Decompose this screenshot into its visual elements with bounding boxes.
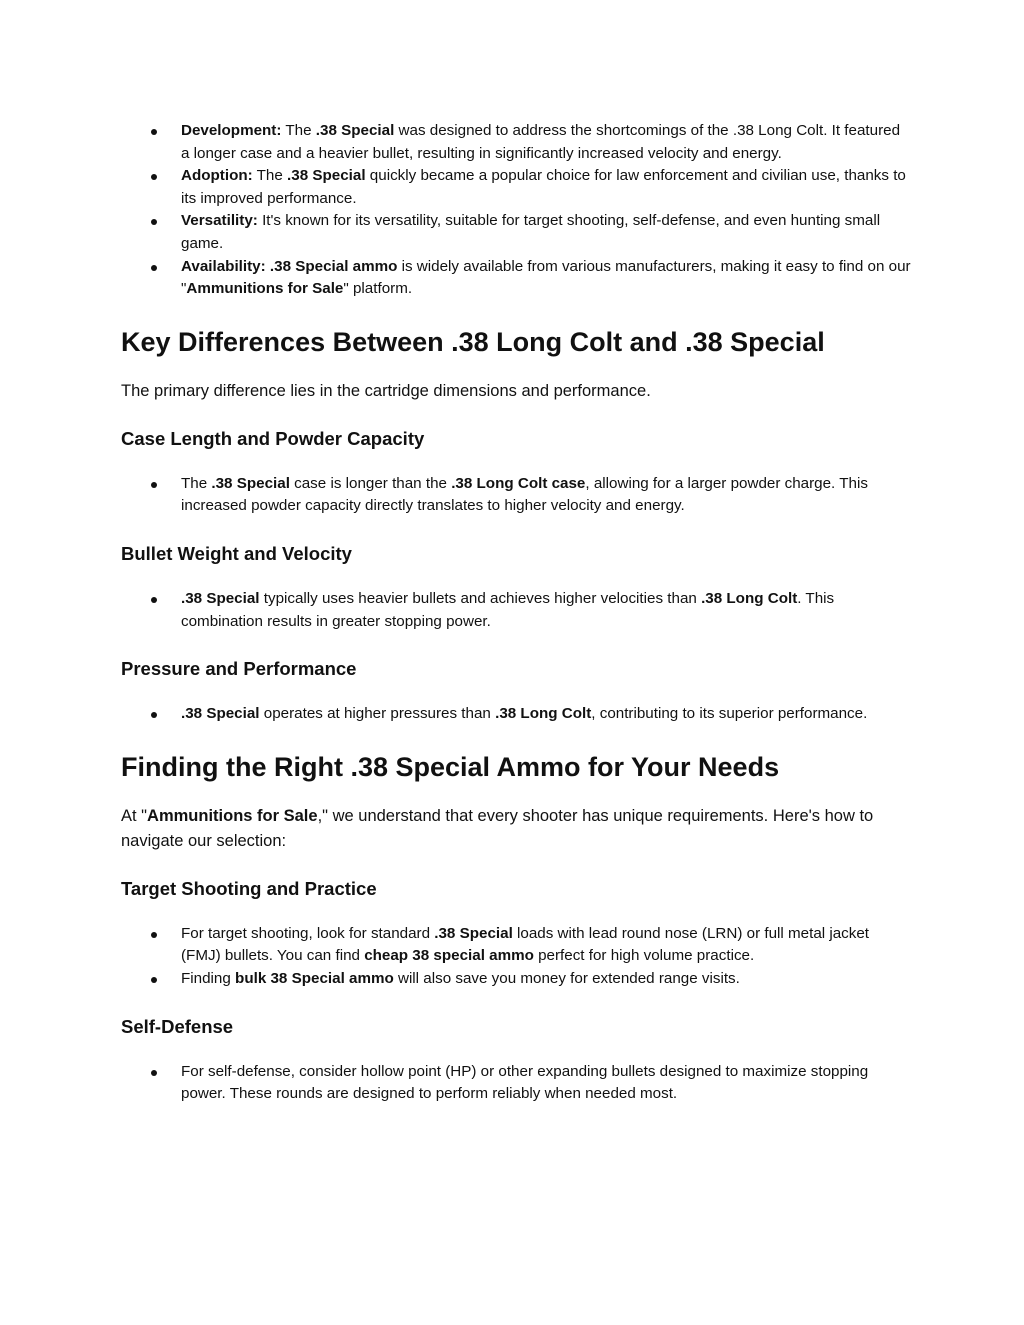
section-intro: The primary difference lies in the cartridge dimensions and performance. bbox=[121, 381, 651, 400]
subheading-bullet-weight: Bullet Weight and Velocity bbox=[121, 542, 352, 564]
case-length-list bbox=[121, 473, 911, 518]
self-defense-list bbox=[121, 1061, 911, 1106]
list-item: Finding bulk 38 Special ammo will also save you money for extended range visits. bbox=[121, 968, 911, 991]
list-item: For self-defense, consider hollow point (HP) or other expanding bullets designed to maximize stopping power. These rounds are designed to perform reliably when needed most. bbox=[121, 1061, 911, 1106]
intro-bullet-list bbox=[121, 120, 911, 301]
item-label: Development: bbox=[181, 122, 282, 139]
bullet-icon bbox=[151, 482, 157, 488]
bullet-icon bbox=[151, 219, 157, 225]
section-heading-finding-ammo: Finding the Right .38 Special Ammo for Your Needs bbox=[121, 751, 780, 782]
bullet-icon bbox=[151, 712, 157, 718]
item-label: Availability: .38 Special ammo bbox=[181, 257, 398, 275]
section-intro: At "Ammunitions for Sale," we understand that every shooter has unique requirements. Here's how to navigate our selection: bbox=[121, 806, 874, 850]
pressure-list bbox=[121, 703, 911, 726]
subheading-case-length: Case Length and Powder Capacity bbox=[121, 427, 425, 449]
bullet-icon bbox=[151, 932, 157, 938]
list-item: For target shooting, look for standard .38 Special loads with lead round nose (LRN) or full metal jacket (FMJ) bullets. You can find cheap 38 special ammo perfect for high volume practice. bbox=[121, 923, 911, 968]
bullet-icon bbox=[151, 597, 157, 603]
item-label: Versatility: bbox=[181, 212, 258, 230]
item-label: Adoption: bbox=[181, 167, 253, 185]
bullet-icon bbox=[151, 265, 157, 271]
target-shooting-list bbox=[121, 923, 911, 991]
list-item: .38 Special typically uses heavier bullets and achieves higher velocities than .38 Long Colt. This combination results in greater stopping power. bbox=[121, 588, 911, 633]
bullet-weight-list bbox=[121, 588, 911, 633]
list-item-adoption: Adoption: The .38 Special quickly became a popular choice for law enforcement and civilian use, thanks to its improved performance. bbox=[121, 165, 911, 210]
bullet-icon bbox=[151, 977, 157, 983]
document-page bbox=[121, 120, 911, 1106]
list-item: The .38 Special case is longer than the .38 Long Colt case, allowing for a larger powder charge. This increased powder capacity directly translates to higher velocity and energy. bbox=[121, 473, 911, 518]
list-item-versatility: Versatility: It's known for its versatility, suitable for target shooting, self-defense, and even hunting small game. bbox=[121, 210, 911, 255]
subheading-pressure: Pressure and Performance bbox=[121, 658, 357, 680]
list-item: .38 Special operates at higher pressures than .38 Long Colt, contributing to its superior performance. bbox=[121, 703, 911, 726]
bullet-icon bbox=[151, 129, 157, 135]
subheading-target-shooting: Target Shooting and Practice bbox=[121, 877, 377, 899]
list-item-availability: Availability: .38 Special ammo is widely available from various manufacturers, making it easy to find on our "Ammunitions for Sale" platform. bbox=[121, 256, 911, 301]
section-heading-key-differences: Key Differences Between .38 Long Colt and .38 Special bbox=[121, 326, 825, 357]
bullet-icon bbox=[151, 174, 157, 180]
bullet-icon bbox=[151, 1070, 157, 1076]
list-item-development: Development: The .38 Special was designed to address the shortcomings of the .38 Long Colt. It featured a longer case and a heavier bullet, resulting in significantly increased velocity and energy. bbox=[121, 120, 911, 165]
subheading-self-defense: Self-Defense bbox=[121, 1015, 234, 1037]
